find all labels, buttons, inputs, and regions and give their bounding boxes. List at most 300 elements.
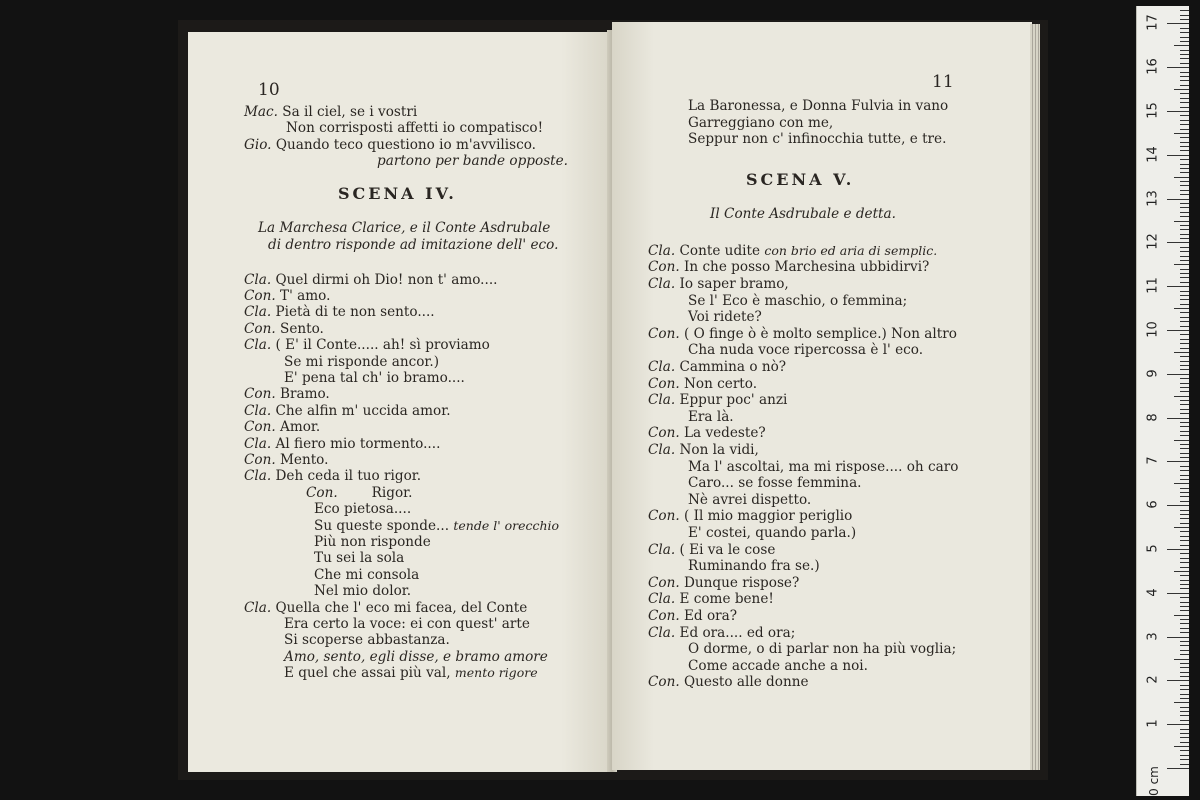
ruler-tick (1180, 711, 1189, 712)
ruler-tick (1180, 168, 1189, 169)
dialogue-line (244, 452, 328, 468)
ruler-tick (1180, 510, 1189, 511)
ruler-tick (1180, 501, 1189, 502)
dialogue-line (244, 403, 451, 419)
ruler-tick (1180, 584, 1189, 585)
ruler-tick (1180, 85, 1189, 86)
ruler-tick (1180, 567, 1189, 568)
line-text: Conte udite (679, 242, 760, 259)
text-line (286, 120, 543, 136)
dialogue-line (314, 583, 411, 599)
line-text: Caro... se fosse femmina. (688, 475, 862, 492)
speaker-label: Con. (244, 320, 276, 337)
dialogue-line (244, 337, 490, 353)
dialogue-line (314, 567, 419, 583)
ruler-tick (1167, 724, 1189, 725)
ruler-tick (1174, 483, 1189, 484)
speaker-label: Cla. (648, 442, 676, 458)
dialogue-line (688, 525, 856, 541)
ruler-number: 5 (1145, 544, 1161, 553)
dialogue-line (244, 288, 330, 304)
speaker-label: Con. (648, 325, 680, 342)
scene-heading: SCENA V. (746, 169, 855, 189)
ruler-tick (1180, 575, 1189, 576)
line-text: Io saper bramo, (679, 276, 789, 292)
line-text: Più non risponde (314, 534, 431, 550)
ruler-number: 15 (1145, 102, 1161, 119)
ruler-tick (1180, 312, 1189, 313)
ruler-tick (1174, 702, 1189, 703)
dialogue-line (688, 492, 811, 508)
ruler-number: 4 (1145, 588, 1161, 597)
ruler-tick (1180, 387, 1189, 388)
ruler-tick (1180, 295, 1189, 296)
ruler-tick (1174, 527, 1189, 528)
dialogue-line (648, 359, 786, 375)
dialogue-line (244, 386, 330, 402)
line-text: Eppur poc' anzi (679, 392, 788, 409)
ruler-tick (1180, 269, 1189, 270)
ruler-tick (1180, 124, 1189, 125)
dialogue-line (314, 534, 431, 550)
speaker-label: Cla. (244, 271, 272, 288)
line-text: Garreggiano con me, (688, 114, 834, 131)
ruler-tick (1180, 304, 1189, 305)
line-text: Ruminando fra se.) (688, 558, 820, 575)
line-text: Era là. (688, 408, 734, 425)
dialogue-line (284, 370, 465, 386)
ruler-tick (1180, 667, 1189, 668)
ruler-tick (1180, 98, 1189, 99)
line-text: E come bene! (679, 591, 774, 608)
dialogue-line (284, 632, 450, 648)
speaker-label: Con. (244, 419, 276, 436)
dialogue-line (244, 468, 421, 484)
ruler-tick (1180, 37, 1189, 38)
line-text: E' costei, quando parla.) (688, 525, 857, 541)
dialogue-line (688, 409, 734, 425)
ruler-tick (1180, 737, 1189, 738)
line-text: Se mi risponde ancor.) (284, 353, 440, 370)
dialogue-line (648, 575, 799, 591)
ruler-tick (1174, 396, 1189, 397)
ruler-tick (1180, 540, 1189, 541)
speaker-label: Cla. (244, 435, 272, 452)
ruler-tick (1180, 120, 1189, 121)
line-text: E quel che assai più val, (284, 665, 451, 682)
text-line (688, 98, 948, 114)
ruler-tick (1180, 207, 1189, 208)
ruler-tick (1180, 720, 1189, 721)
ruler-tick (1180, 641, 1189, 642)
ruler-tick (1180, 488, 1189, 489)
ruler-tick (1180, 518, 1189, 519)
line-text: Mento. (280, 452, 329, 468)
ruler-tick (1180, 54, 1189, 55)
right-page (612, 22, 1032, 770)
ruler-tick (1180, 645, 1189, 646)
speaker-label: Cla. (244, 304, 272, 321)
line-text: Dunque rispose? (684, 574, 800, 591)
ruler-tick (1174, 264, 1189, 265)
dialogue-line (688, 459, 958, 475)
speaker-label: Cla. (244, 468, 272, 485)
ruler-tick (1180, 28, 1189, 29)
line-text: Nè avrei dispetto. (688, 491, 812, 508)
ruler-tick (1180, 238, 1189, 239)
line-text: Non corrisposti affetti io compatisco! (286, 120, 544, 137)
ruler-tick (1180, 63, 1189, 64)
dialogue-line (244, 419, 320, 435)
line-text: Se l' Eco è maschio, o femmina; (688, 292, 908, 309)
ruler-tick (1180, 606, 1189, 607)
line-text: ( O finge ò è molto semplice.) Non altro (684, 325, 957, 342)
ruler-tick (1167, 768, 1189, 769)
speaker-label: Con. (244, 288, 276, 304)
ruler-tick (1180, 764, 1189, 765)
ruler-tick (1180, 291, 1189, 292)
speaker-label: Con. (648, 574, 680, 591)
ruler-tick (1180, 247, 1189, 248)
speaker-label: Cla. (648, 392, 676, 409)
ruler-tick (1167, 23, 1189, 24)
ruler-tick (1180, 435, 1189, 436)
dialogue-line (244, 600, 527, 616)
ruler-tick (1180, 185, 1189, 186)
ruler-tick (1180, 536, 1189, 537)
ruler-number: 12 (1145, 233, 1161, 251)
speaker-label: Con. (244, 452, 276, 468)
ruler-tick (1180, 426, 1189, 427)
ruler-tick (1180, 41, 1189, 42)
dialogue-line (284, 665, 538, 681)
line-text: Pietà di te non sento.... (275, 304, 435, 321)
text-line (688, 131, 946, 147)
ruler-number: 7 (1145, 456, 1161, 466)
line-text: Amo, sento, egli disse, e bramo amore (284, 648, 548, 665)
ruler-tick (1180, 619, 1189, 620)
speaker-label: Cla. (648, 591, 676, 608)
dialogue-line (688, 293, 907, 309)
ruler-tick (1174, 746, 1189, 747)
speaker-label: Con. (648, 259, 680, 276)
ruler-tick (1180, 523, 1189, 524)
ruler-unit-label: 0 cm (1146, 766, 1161, 796)
line-text: La vedeste? (684, 425, 766, 442)
line-text: Voi ridete? (688, 309, 762, 326)
ruler-tick (1180, 453, 1189, 454)
ruler-tick (1180, 107, 1189, 108)
dialogue-line (648, 425, 766, 441)
ruler-tick (1174, 615, 1189, 616)
ruler-tick (1180, 282, 1189, 283)
ruler-tick (1180, 146, 1189, 147)
line-text: Quando teco questiono io m'avvilisco. (275, 136, 536, 153)
ruler-tick (1180, 733, 1189, 734)
ruler-tick (1180, 685, 1189, 686)
ruler-tick (1180, 654, 1189, 655)
ruler-tick (1174, 440, 1189, 441)
line-text: Bramo. (280, 386, 330, 403)
line-text: Amor. (280, 419, 321, 436)
speaker-label: Gio. (244, 136, 272, 153)
text-line (244, 137, 536, 153)
dialogue-line (284, 649, 548, 665)
ruler-tick (1174, 308, 1189, 309)
ruler-tick (1167, 242, 1189, 243)
ruler-number: 13 (1145, 189, 1161, 207)
ruler-tick (1180, 72, 1189, 73)
line-text: In che posso Marchesina ubbidirvi? (684, 259, 930, 276)
stage-aside: mento rigore (454, 665, 538, 681)
ruler-tick (1180, 115, 1189, 116)
text-line (377, 153, 568, 169)
speaker-label: Con. (306, 484, 338, 501)
ruler-tick (1174, 45, 1189, 46)
dialogue-line (648, 591, 774, 607)
ruler-tick (1180, 729, 1189, 730)
ruler-tick (1180, 50, 1189, 51)
ruler-tick (1174, 133, 1189, 134)
ruler-tick (1180, 19, 1189, 20)
ruler-tick (1180, 689, 1189, 690)
ruler-tick (1180, 475, 1189, 476)
line-text: Che mi consola (314, 566, 420, 583)
ruler-tick (1180, 545, 1189, 546)
ruler-tick (1180, 334, 1189, 335)
ruler-tick (1180, 676, 1189, 677)
ruler-tick (1167, 111, 1189, 112)
dialogue-line (306, 485, 412, 501)
ruler-tick (1180, 755, 1189, 756)
ruler-tick (1180, 413, 1189, 414)
line-text: Non certo. (684, 375, 758, 392)
ruler-tick (1180, 32, 1189, 33)
ruler-tick (1180, 76, 1189, 77)
ruler-tick (1180, 10, 1189, 11)
ruler-tick (1180, 225, 1189, 226)
ruler-tick (1167, 637, 1189, 638)
ruler-tick (1180, 431, 1189, 432)
ruler-tick (1180, 562, 1189, 563)
speaker-label: Con. (648, 425, 680, 442)
ruler-tick (1180, 251, 1189, 252)
ruler-tick (1180, 448, 1189, 449)
ruler-tick (1180, 602, 1189, 603)
ruler-tick (1180, 277, 1189, 278)
ruler-tick (1180, 203, 1189, 204)
ruler-tick (1180, 317, 1189, 318)
ruler-tick (1180, 470, 1189, 471)
stage-direction: di dentro risponde ad imitazione dell' eco. (268, 236, 559, 253)
ruler-tick (1174, 352, 1189, 353)
ruler-tick (1180, 750, 1189, 751)
dialogue-line (648, 608, 737, 624)
ruler-tick (1174, 89, 1189, 90)
dialogue-line (648, 674, 809, 690)
ruler-number: 9 (1145, 369, 1161, 378)
ruler-tick (1180, 391, 1189, 392)
stage-direction: Il Conte Asdrubale e detta. (710, 205, 896, 222)
dialogue-line (648, 259, 929, 275)
ruler-number: 1 (1145, 719, 1161, 728)
speaker-label: Cla. (648, 624, 676, 641)
ruler-number: 6 (1145, 500, 1161, 509)
line-text: ( E' il Conte..... ah! sì proviamo (275, 337, 490, 354)
dialogue-line (648, 508, 852, 524)
dialogue-line (648, 442, 759, 458)
speaker-label: Con. (648, 608, 680, 624)
ruler-tick (1180, 715, 1189, 716)
ruler-tick (1167, 155, 1189, 156)
dialogue-line (284, 354, 439, 370)
speaker-label: Con. (648, 375, 680, 392)
line-text: Quella che l' eco mi facea, del Conte (275, 599, 528, 616)
dialogue-line (244, 304, 435, 320)
ruler-tick (1180, 742, 1189, 743)
line-text: ( Il mio maggior periglio (684, 508, 853, 525)
measuring-ruler (1136, 6, 1189, 796)
speaker-label: Cla. (648, 276, 676, 292)
ruler-tick (1180, 58, 1189, 59)
ruler-tick (1174, 571, 1189, 572)
line-text: Che alfin m' uccida amor. (275, 402, 451, 419)
ruler-tick (1180, 400, 1189, 401)
dialogue-line (648, 376, 757, 392)
line-text: La Baronessa, e Donna Fulvia in vano (688, 98, 949, 114)
ruler-tick (1180, 194, 1189, 195)
ruler-tick (1180, 142, 1189, 143)
ruler-tick (1180, 365, 1189, 366)
line-text: Cammina o nò? (679, 359, 787, 375)
ruler-tick (1167, 461, 1189, 462)
line-text: Su queste sponde... (314, 517, 450, 534)
ruler-tick (1180, 650, 1189, 651)
ruler-tick (1180, 479, 1189, 480)
ruler-tick (1180, 164, 1189, 165)
ruler-tick (1180, 672, 1189, 673)
line-text: Sa il ciel, se i vostri (282, 104, 418, 120)
ruler-tick (1167, 418, 1189, 419)
speaker-label: Cla. (244, 402, 272, 419)
ruler-tick (1167, 286, 1189, 287)
ruler-number: 3 (1145, 631, 1161, 641)
line-text: ( Ei va le cose (679, 541, 776, 558)
left-page (188, 32, 612, 772)
page-number-right: 11 (932, 72, 954, 92)
dialogue-line (688, 558, 820, 574)
ruler-tick (1180, 663, 1189, 664)
line-text: E' pena tal ch' io bramo.... (284, 370, 465, 386)
ruler-tick (1180, 80, 1189, 81)
dialogue-line (688, 475, 862, 491)
ruler-tick (1180, 216, 1189, 217)
dialogue-line (314, 518, 559, 534)
ruler-tick (1174, 659, 1189, 660)
line-text: Cha nuda voce ripercossa è l' eco. (688, 342, 924, 359)
ruler-tick (1180, 632, 1189, 633)
line-text: Sento. (280, 320, 324, 337)
dialogue-line (648, 542, 775, 558)
stage-direction: La Marchesa Clarice, e il Conte Asdrubale (258, 219, 551, 236)
line-text: Al fiero mio tormento.... (275, 435, 441, 452)
ruler-tick (1180, 492, 1189, 493)
ruler-tick (1167, 680, 1189, 681)
line-text: Come accade anche a noi. (688, 657, 868, 674)
speaker-label: Cla. (244, 599, 272, 616)
ruler-tick (1180, 404, 1189, 405)
dialogue-line (244, 272, 497, 288)
dialogue-line (244, 436, 440, 452)
ruler-tick (1180, 356, 1189, 357)
ruler-tick (1180, 558, 1189, 559)
ruler-tick (1180, 694, 1189, 695)
dialogue-line (648, 392, 787, 408)
line-text: T' amo. (280, 288, 331, 304)
ruler-tick (1180, 496, 1189, 497)
line-text: Deh ceda il tuo rigor. (275, 468, 422, 485)
line-text: Ed ora? (684, 608, 738, 624)
ruler-tick (1180, 553, 1189, 554)
line-text: Ed ora.... ed ora; (679, 624, 796, 641)
dialogue-line (648, 326, 957, 342)
speaker-label: Mac. (244, 104, 278, 120)
ruler-number: 14 (1145, 146, 1161, 163)
ruler-tick (1180, 190, 1189, 191)
ruler-tick (1180, 759, 1189, 760)
ruler-tick (1167, 593, 1189, 594)
dialogue-line (648, 276, 789, 292)
ruler-tick (1180, 339, 1189, 340)
ruler-tick (1180, 172, 1189, 173)
dialogue-line (314, 550, 404, 566)
speaker-label: Con. (648, 508, 680, 525)
ruler-tick (1180, 378, 1189, 379)
ruler-number: 11 (1145, 277, 1161, 294)
ruler-tick (1180, 531, 1189, 532)
ruler-tick (1180, 212, 1189, 213)
ruler-tick (1180, 588, 1189, 589)
ruler-tick (1180, 623, 1189, 624)
ruler-tick (1174, 177, 1189, 178)
ruler-tick (1180, 234, 1189, 235)
ruler-tick (1180, 628, 1189, 629)
line-text: Ma l' ascoltai, ma mi rispose.... oh caro (688, 458, 959, 475)
line-text: Era certo la voce: ei con quest' arte (284, 616, 530, 632)
dialogue-line (244, 321, 324, 337)
ruler-tick (1167, 505, 1189, 506)
ruler-tick (1180, 383, 1189, 384)
ruler-number: 10 (1145, 321, 1161, 338)
ruler-tick (1180, 93, 1189, 94)
ruler-number: 16 (1145, 58, 1161, 75)
ruler-tick (1174, 221, 1189, 222)
ruler-tick (1180, 299, 1189, 300)
line-text: Eco pietosa.... (314, 501, 412, 518)
ruler-tick (1180, 457, 1189, 458)
ruler-tick (1180, 580, 1189, 581)
line-text: Questo alle donne (684, 674, 809, 691)
ruler-tick (1167, 549, 1189, 550)
ruler-tick (1167, 67, 1189, 68)
line-text: Tu sei la sola (314, 550, 405, 567)
ruler-tick (1180, 466, 1189, 467)
dialogue-line (688, 342, 923, 358)
ruler-tick (1180, 707, 1189, 708)
scene-heading: SCENA IV. (338, 183, 457, 203)
line-text: Seppur non c' infinocchia tutte, e tre. (688, 131, 947, 148)
speaker-label: Cla. (648, 541, 676, 558)
